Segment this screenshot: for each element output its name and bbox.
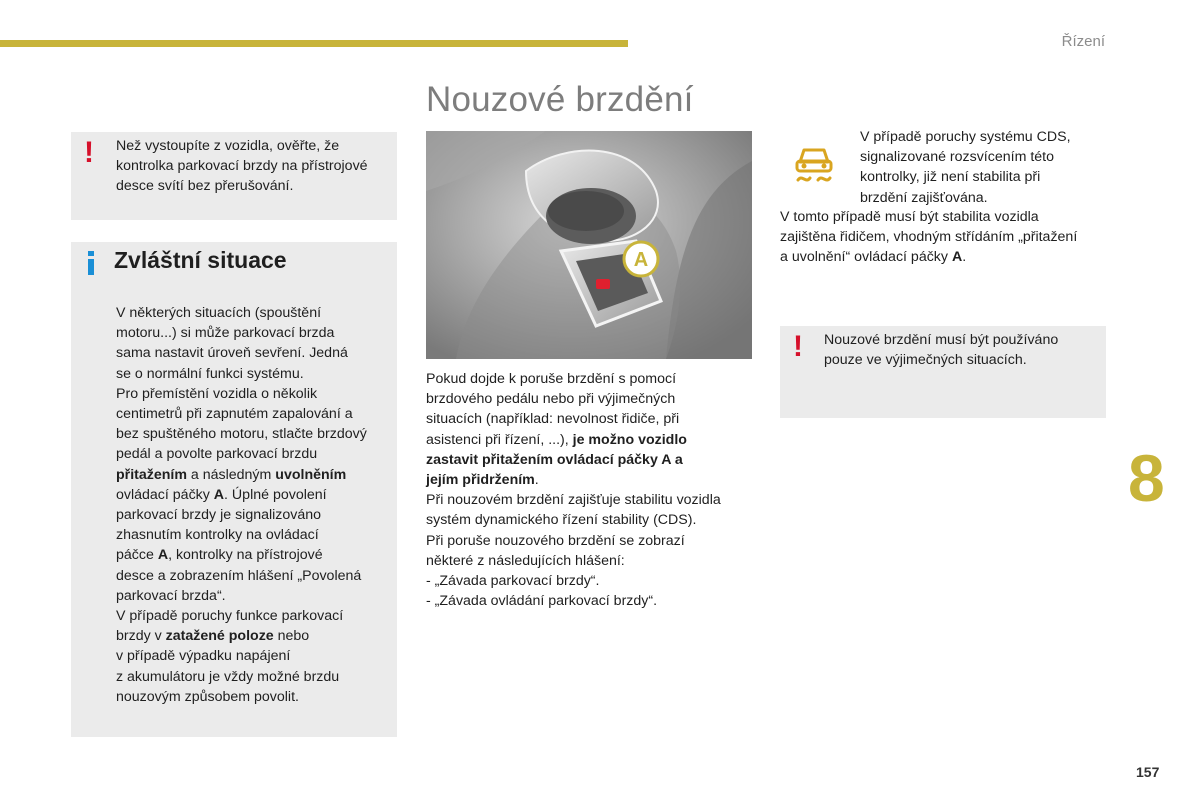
text-line: parkovací brzdy je signalizováno [116,507,322,524]
right-text-beside-icon [860,127,1120,208]
info-heading: Zvláštní situace [114,247,287,273]
parking-brake-photo [426,131,752,359]
chapter-number: 8 [1128,441,1165,515]
text-line: V případě poruchy systému CDS, [860,129,1071,145]
text-line: nouzovým způsobem povolit. [116,688,299,705]
text-line: Pokud dojde k poruše brzdění s pomocí [426,371,677,387]
bold-text: uvolněním [275,466,347,483]
console-illustration [426,131,752,359]
text-segment: asistenci při řízení, ...), [426,431,573,448]
text-line: pedál a povolte parkovací brzdu [116,446,318,463]
bold-text: A [951,249,963,266]
text-line [426,430,756,450]
text-line: V některých situacích (spouštění [116,305,322,321]
text-line: situacích (například: nevolnost řidiče, při [426,411,680,428]
text-line [426,450,756,470]
text-line: motoru...) si může parkovací brzda [116,325,335,342]
text-line [116,465,396,485]
text-line: Nouzové brzdění musí být používáno [824,332,1059,348]
text-line: centimetrů při zapnutém zapalování a [116,406,353,423]
text-line: Při nouzovém brzdění zajišťuje stabilitu vozidla [426,492,721,509]
text-segment: . Úplné povolení [224,486,327,503]
text-segment: a následným [186,466,276,483]
exclamation-icon: ! [84,136,94,169]
cds-warning-icon [790,140,838,188]
bold-text: A [157,547,169,564]
text-line: zajištěna řidičem, vhodným střídáním „přitažení [780,229,1078,246]
text-segment: nebo [273,628,310,645]
text-segment: páčce [116,547,158,564]
text-line: - „Závada parkovací brzdy“. [426,573,600,590]
text-line: - „Závada ovládání parkovací brzdy“. [426,593,658,610]
text-line: bez spuštěného motoru, stlačte brzdový [116,426,367,443]
text-line: Než vystoupíte z vozidla, ověřte, že [116,138,340,154]
text-segment: a uvolnění“ ovládací páčky [780,249,952,266]
bold-text: je možno vozidlo [572,431,687,448]
text-line [116,626,396,646]
text-line [426,470,756,490]
text-line: z akumulátoru je vždy možné brzdu [116,668,340,685]
page-title: Nouzové brzdění [426,80,694,119]
bold-text: jejím přidržením [426,472,535,489]
section-name: Řízení [1061,33,1105,50]
text-line: pouze ve výjimečných situacích. [824,352,1027,369]
text-line: sama nastavit úroveň sevření. Jedná [116,345,348,362]
text-line: desce svítí bez přerušování. [116,178,294,195]
text-segment: ovládací páčky [116,486,214,503]
text-line: systém dynamického řízení stability (CDS). [426,512,697,529]
text-line: kontrolky, již není stabilita při [860,169,1041,186]
text-line [116,485,396,505]
text-line: brzdového pedálu nebo při výjimečných [426,391,676,408]
bold-text: zastavit přitažením ovládací páčky A a [426,451,683,468]
text-line: v případě výpadku napájení [116,648,291,665]
callout-a-label: A [633,249,649,271]
text-segment: . [534,472,539,489]
page-number: 157 [1136,764,1160,780]
text-segment: . [962,249,967,266]
info-body-text [116,303,396,707]
text-line: desce a zobrazením hlášení „Povolená [116,567,362,584]
text-line: Pro přemístění vozidla o několik [116,385,318,402]
right-body-text [780,207,1120,268]
text-segment: brzdy v [116,628,166,645]
text-line: V tomto případě musí být stabilita vozidla [780,209,1039,225]
text-segment: , kontrolky na přístrojové [168,547,323,564]
text-line [780,247,1120,267]
text-line [116,545,396,565]
middle-body-text [426,369,756,611]
info-icon [88,251,95,275]
text-line: některé z následujících hlášení: [426,552,625,569]
warning-top-text [116,136,396,197]
bold-text: zatažené poloze [165,628,274,645]
text-line: zhasnutím kontrolky na ovládací [116,527,319,544]
text-line: V případě poruchy funkce parkovací [116,608,344,625]
text-line: signalizované rozsvícením této [860,149,1054,166]
bold-text: přitažením [116,466,187,483]
text-line: kontrolka parkovací brzdy na přístrojové [116,158,368,175]
text-line: brzdění zajišťována. [860,189,988,206]
text-line: parkovací brzda“. [116,587,226,604]
warning-right-text [824,330,1104,370]
text-line: Při poruše nouzového brzdění se zobrazí [426,532,685,549]
bold-text: A [213,486,225,503]
text-line: se o normální funkci systému. [116,365,304,382]
exclamation-icon: ! [793,330,803,363]
header-accent-bar [0,40,628,47]
